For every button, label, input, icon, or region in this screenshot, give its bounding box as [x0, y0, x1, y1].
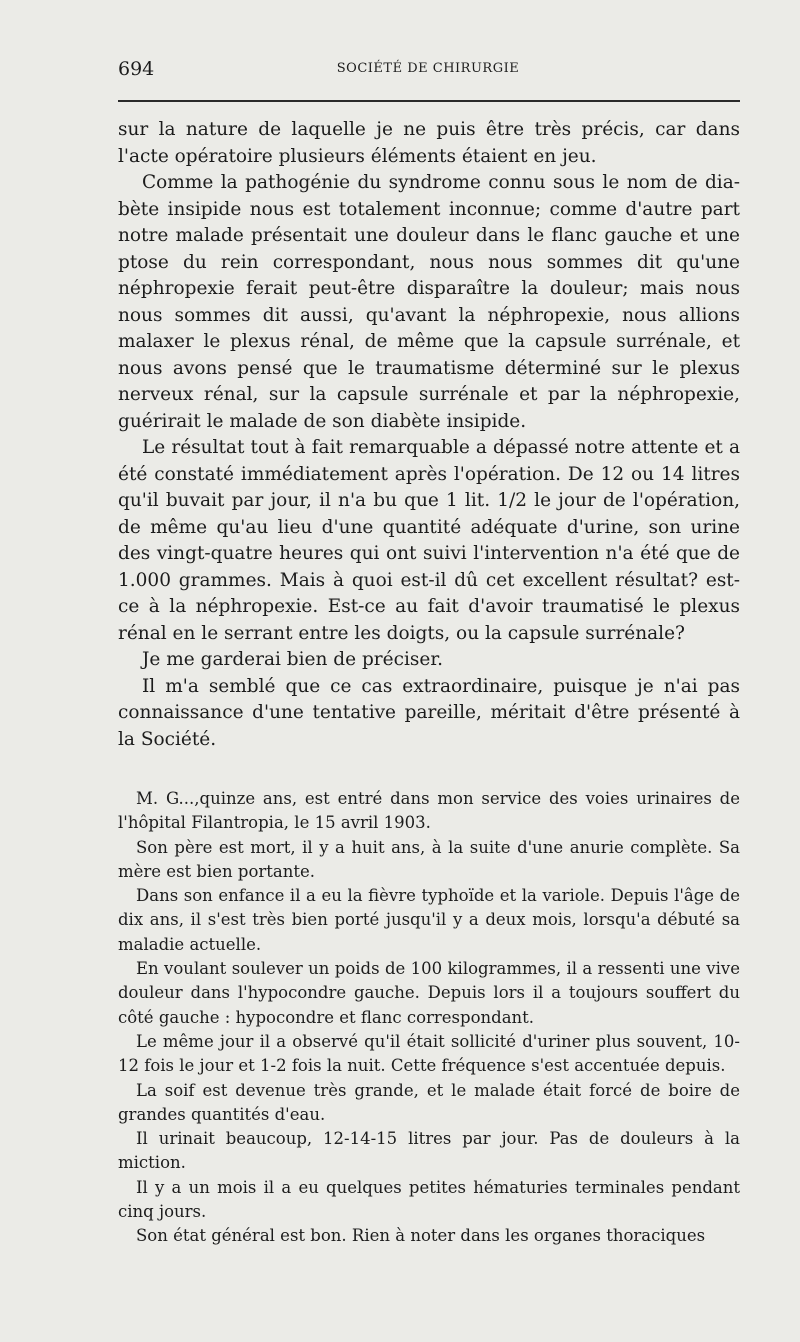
case-report	[118, 787, 740, 1249]
paragraph: Le résultat tout à fait remarquable a dépassé notre attente et a été constaté immédiatement après l'opération. De 12 ou 14 litres qu'il buvait par jour, il n'a bu que 1 lit. 1/2 le jour de l'opération, de même qu'au lieu d'une quantité adéquate d'urine, son urine des vingt-quatre heures qui ont suivi l'intervention n'a été que de 1.000 grammes. Mais à quoi est-il dû cet excellent résultat? est-ce à la néphropexie. Est-ce au fait d'avoir traumatisé le plexus rénal en le serrant entre les doigts, ou la capsule surrénale?	[118, 437, 740, 644]
page-header	[118, 58, 738, 82]
main-text	[118, 117, 740, 753]
paragraph: sur la nature de laquelle je ne puis être très précis, car dans l'acte opératoire plusieurs éléments étaient en jeu.	[118, 119, 740, 167]
case-paragraph: Dans son enfance il a eu la fièvre typhoïde et la variole. Depuis l'âge de dix ans, il s'est très bien porté jusqu'il y a deux mois, lorsqu'a débuté sa maladie actuelle.	[118, 886, 740, 954]
case-paragraph: Le même jour il a observé qu'il était sollicité d'uriner plus souvent, 10-12 fois le jour et 1-2 fois la nuit. Cette fréquence s'est accentuée depuis.	[118, 1031, 740, 1076]
case-paragraph: Il urinait beaucoup, 12-14-15 litres par jour. Pas de douleurs à la miction.	[118, 1129, 740, 1173]
header-rule	[118, 100, 740, 102]
paragraph: Il m'a semblé que ce cas extraordinaire, puisque je n'ai pas connaissance d'une tentative pareille, méritait d'être présenté à la Société.	[118, 675, 740, 750]
case-paragraph: Son père est mort, il y a huit ans, à la suite d'une anurie complète. Sa mère est bien portante.	[118, 837, 740, 881]
case-paragraph: En voulant soulever un poids de 100 kilogrammes, il a ressenti une vive douleur dans l'hypocondre gauche. Depuis lors il a toujours souffert du côté gauche : hypocondre et flanc correspondant.	[118, 959, 740, 1027]
case-paragraph: Il y a un mois il a eu quelques petites hématuries terminales pendant cinq jours.	[118, 1177, 740, 1222]
paragraph: Je me garderai bien de préciser.	[142, 649, 444, 670]
paragraph: Comme la pathogénie du syndrome connu sous le nom de diabète insipide nous est totalement inconnue; comme d'autre part notre malade présentait une douleur dans le flanc gauche et une ptose du rein correspondant, nous nous sommes dit qu'une néphropexie ferait peut-être disparaître la douleur; mais nous nous sommes dit aussi, qu'avant la néphropexie, nous allions malaxer le plexus rénal, de même que la capsule surrénale, et nous avons pensé que le traumatisme déterminé sur le plexus nerveux rénal, sur la capsule surrénale et par la néphropexie, guérirait le malade de son diabète insipide.	[118, 172, 740, 432]
running-head: SOCIÉTÉ DE CHIRURGIE	[336, 61, 520, 76]
case-paragraph: La soif est devenue très grande, et le malade était forcé de boire de grandes quantités d'eau.	[118, 1080, 740, 1124]
page-number: 694	[118, 58, 155, 80]
case-paragraph: M. G...,quinze ans, est entré dans mon service des voies urinaires de l'hôpital Filantropia, le 15 avril 1903.	[118, 789, 740, 833]
case-paragraph: Son état général est bon. Rien à noter dans les organes thoraciques	[136, 1226, 706, 1246]
